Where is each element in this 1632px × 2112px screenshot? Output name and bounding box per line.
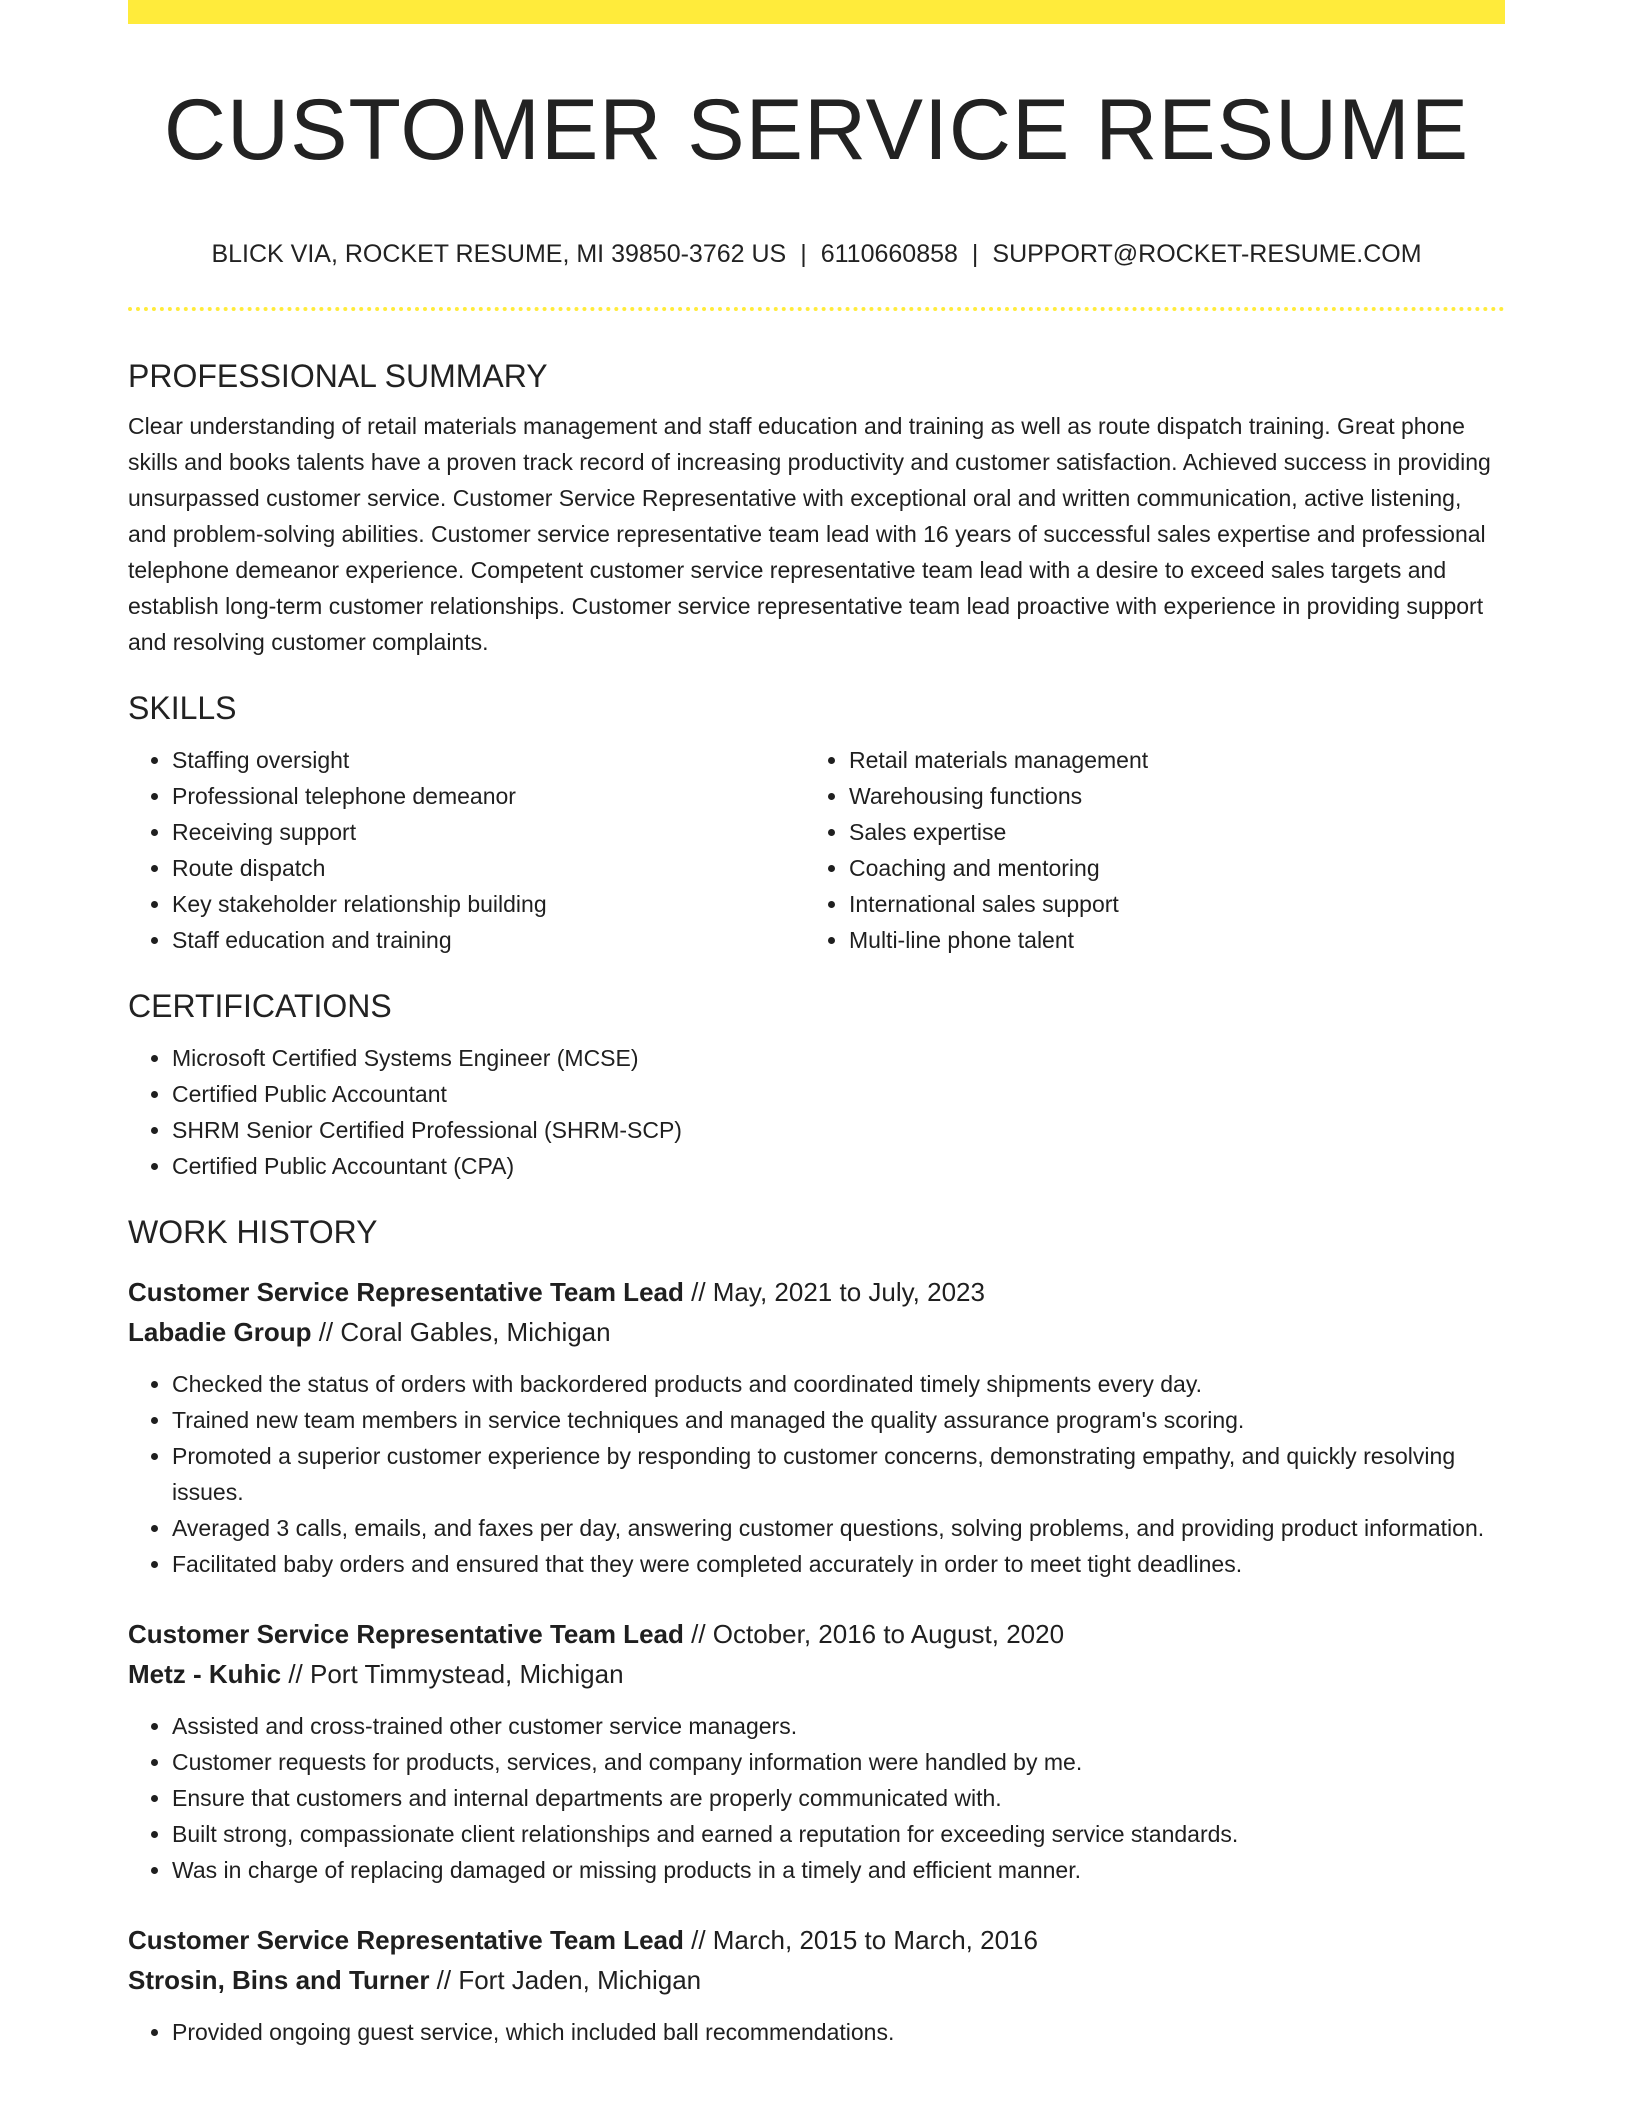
job-dates: // October, 2016 to August, 2020 <box>683 1619 1065 1649</box>
skill-item: • Staff education and training <box>172 922 805 958</box>
skill-item: • Multi-line phone talent <box>849 922 1482 958</box>
job-bullet: • Promoted a superior customer experience by responding to customer concerns, demonstrating empathy, and quickly resolving issues. <box>172 1438 1505 1510</box>
job-bullet: • Built strong, compassionate client relationships and earned a reputation for exceeding service standards. <box>172 1816 1505 1852</box>
job-company: Strosin, Bins and Turner <box>128 1965 430 1995</box>
job-title-line <box>128 1272 1505 1312</box>
skill-item: • Warehousing functions <box>849 778 1482 814</box>
contact-email: SUPPORT@ROCKET-RESUME.COM <box>992 240 1422 268</box>
skill-item: • International sales support <box>849 886 1482 922</box>
skills-columns <box>128 732 1505 958</box>
job-company-line <box>128 1960 1505 2000</box>
contact-address: BLICK VIA, ROCKET RESUME, MI 39850-3762 US <box>211 240 787 268</box>
job-location: // Port Timmystead, Michigan <box>281 1659 624 1689</box>
job-bullets <box>128 1366 1505 1582</box>
certification-item: • Microsoft Certified Systems Engineer (MCSE) <box>172 1040 1505 1076</box>
certification-item: • Certified Public Accountant (CPA) <box>172 1148 1505 1184</box>
job-entry <box>128 1272 1505 1582</box>
resume-body <box>128 352 1505 2050</box>
skills-section <box>128 684 1505 958</box>
job-bullet: • Provided ongoing guest service, which included ball recommendations. <box>172 2014 1505 2050</box>
job-location: // Coral Gables, Michigan <box>311 1317 611 1347</box>
job-location: // Fort Jaden, Michigan <box>429 1965 702 1995</box>
job-company-line <box>128 1312 1505 1352</box>
job-bullet: • Ensure that customers and internal departments are properly communicated with. <box>172 1780 1505 1816</box>
summary-heading: PROFESSIONAL SUMMARY <box>128 358 548 394</box>
job-dates: // March, 2015 to March, 2016 <box>683 1925 1038 1955</box>
skills-heading: SKILLS <box>128 690 237 726</box>
skills-list-left <box>128 742 805 958</box>
job-bullets <box>128 2014 1505 2050</box>
skill-item: • Key stakeholder relationship building <box>172 886 805 922</box>
skill-item: • Route dispatch <box>172 850 805 886</box>
job-entry <box>128 1614 1505 1888</box>
resume-title: CUSTOMER SERVICE RESUME <box>163 82 1470 178</box>
contact-phone: 6110660858 <box>820 240 958 268</box>
job-title: Customer Service Representative Team Lead <box>128 1925 684 1955</box>
job-bullet: • Customer requests for products, services, and company information were handled by me. <box>172 1744 1505 1780</box>
work-history-section <box>128 1208 1505 2050</box>
job-bullets <box>128 1708 1505 1888</box>
skill-item: • Staffing oversight <box>172 742 805 778</box>
job-bullet: • Assisted and cross-trained other customer service managers. <box>172 1708 1505 1744</box>
job-company: Metz - Kuhic <box>128 1659 282 1689</box>
job-title: Customer Service Representative Team Lead <box>128 1277 684 1307</box>
certifications-heading: CERTIFICATIONS <box>128 988 392 1024</box>
work-history-heading: WORK HISTORY <box>128 1214 378 1250</box>
skill-item: • Professional telephone demeanor <box>172 778 805 814</box>
certifications-section <box>128 982 1505 1184</box>
job-dates: // May, 2021 to July, 2023 <box>683 1277 985 1307</box>
skill-item: • Retail materials management <box>849 742 1482 778</box>
job-title-line <box>128 1614 1505 1654</box>
accent-bar <box>128 0 1505 24</box>
contact-separator: | <box>971 240 979 268</box>
job-bullet: • Trained new team members in service techniques and managed the quality assurance program's scoring. <box>172 1402 1505 1438</box>
job-company: Labadie Group <box>128 1317 312 1347</box>
summary-text: Clear understanding of retail materials management and staff education and training as well as route dispatch training. Great phone skills and books talents have a proven track record of increasing productivity and customer satisfaction. Achieved success in providing unsurpassed customer service. Customer Service Representative with exceptional oral and written communication, active listening, and problem-solving abilities. Customer service representative team lead with 16 years of successful sales expertise and professional telephone demeanor experience. Competent customer service representative team lead with a desire to exceed sales targets and establish long-term customer relationships. Customer service representative team lead proactive with experience in providing support and resolving customer complaints. <box>128 413 1491 655</box>
job-title-line <box>128 1920 1505 1960</box>
certification-item: • SHRM Senior Certified Professional (SHRM-SCP) <box>172 1112 1505 1148</box>
job-bullet: • Averaged 3 calls, emails, and faxes per day, answering customer questions, solving problems, and providing product information. <box>172 1510 1505 1546</box>
job-company-line <box>128 1654 1505 1694</box>
skills-list-right <box>805 742 1482 958</box>
summary-section <box>128 352 1505 660</box>
contact-separator: | <box>800 240 807 268</box>
skill-item: • Sales expertise <box>849 814 1482 850</box>
contact-line <box>128 236 1505 272</box>
skill-item: • Receiving support <box>172 814 805 850</box>
job-bullet: • Was in charge of replacing damaged or missing products in a timely and efficient manner. <box>172 1852 1505 1888</box>
certifications-list <box>128 1040 1505 1184</box>
certification-item: • Certified Public Accountant <box>172 1076 1505 1112</box>
job-bullet: • Facilitated baby orders and ensured that they were completed accurately in order to meet tight deadlines. <box>172 1546 1505 1582</box>
job-title: Customer Service Representative Team Lead <box>128 1619 684 1649</box>
dotted-divider <box>128 307 1505 311</box>
job-bullet: • Checked the status of orders with backordered products and coordinated timely shipments every day. <box>172 1366 1505 1402</box>
skill-item: • Coaching and mentoring <box>849 850 1482 886</box>
job-entry <box>128 1920 1505 2050</box>
